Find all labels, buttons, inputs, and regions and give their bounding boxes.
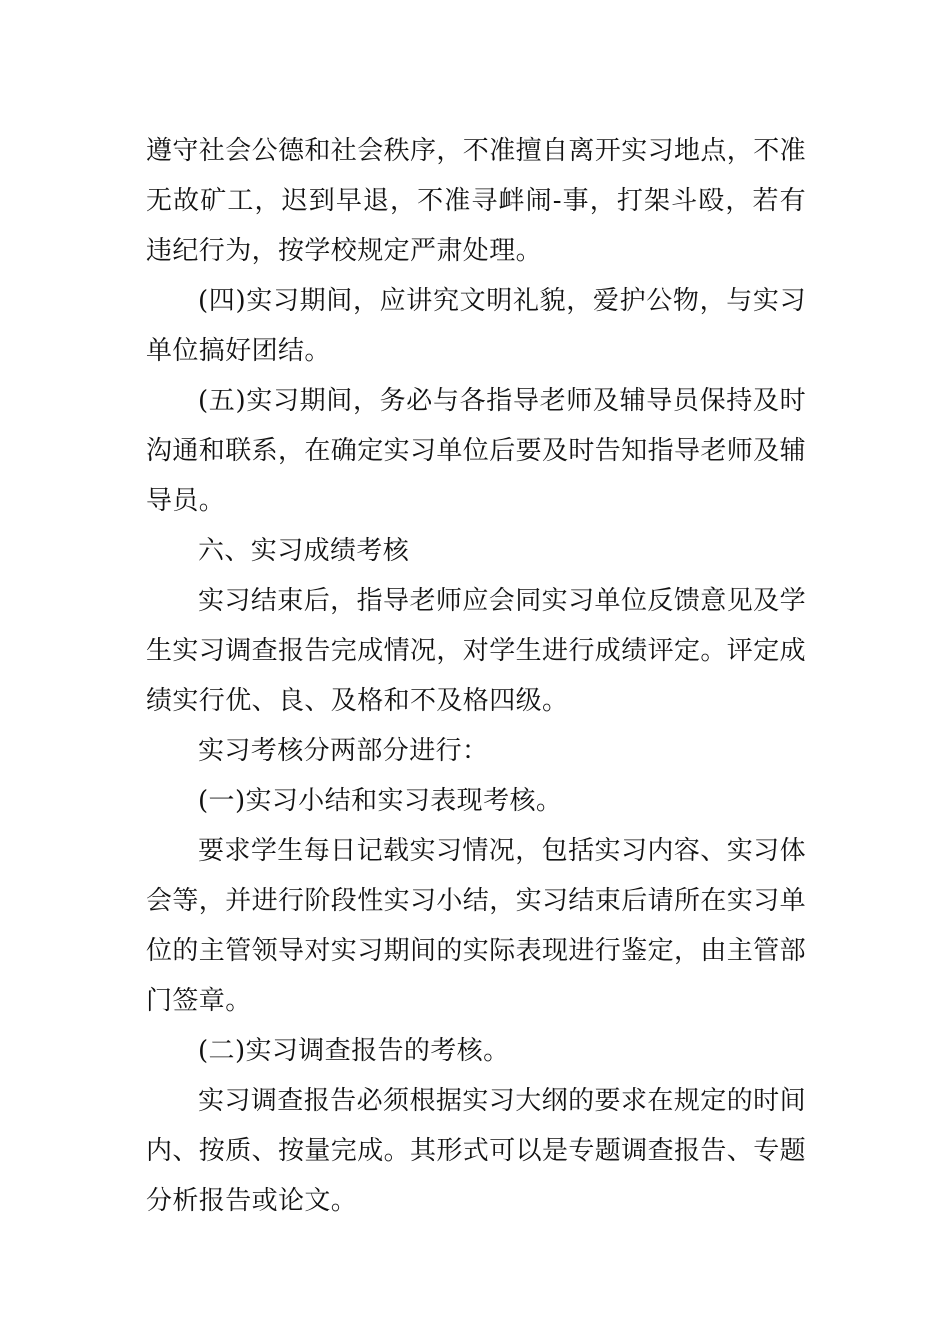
paragraph-part-2-details: 实习调查报告必须根据实习大纲的要求在规定的时间内、按质、按量完成。其形式可以是专题调查报告、专题分析报告或论文。 (146, 1086, 807, 1216)
subheading-part-2: (二)实习调查报告的考核。 (198, 1036, 510, 1066)
paragraph-assessment-parts: 实习考核分两部分进行： (198, 736, 489, 766)
paragraph-part-1-details: 要求学生每日记载实习情况，包括实习内容、实习体会等，并进行阶段性实习小结，实习结束后请所在实习单位的主管领导对实习期间的实际表现进行鉴定，由主管部门签章。 (146, 836, 807, 1016)
paragraph-conduct-rules: 遵守社会公德和社会秩序，不准擅自离开实习地点，不准无故矿工，迟到早退，不准寻衅闹-事，打架斗殴，若有违纪行为，按学校规定严肃处理。 (146, 136, 807, 266)
section-heading-6: 六、实习成绩考核 (198, 536, 410, 566)
subheading-part-1: (一)实习小结和实习表现考核。 (198, 786, 563, 816)
paragraph-item-4: (四)实习期间，应讲究文明礼貌，爱护公物，与实习单位搞好团结。 (146, 286, 806, 366)
document-body (146, 126, 806, 1226)
paragraph-grading: 实习结束后，指导老师应会同实习单位反馈意见及学生实习调查报告完成情况，对学生进行成绩评定。评定成绩实行优、良、及格和不及格四级。 (146, 586, 807, 716)
paragraph-item-5: (五)实习期间，务必与各指导老师及辅导员保持及时沟通和联系，在确定实习单位后要及时告知指导老师及辅导员。 (146, 386, 807, 516)
